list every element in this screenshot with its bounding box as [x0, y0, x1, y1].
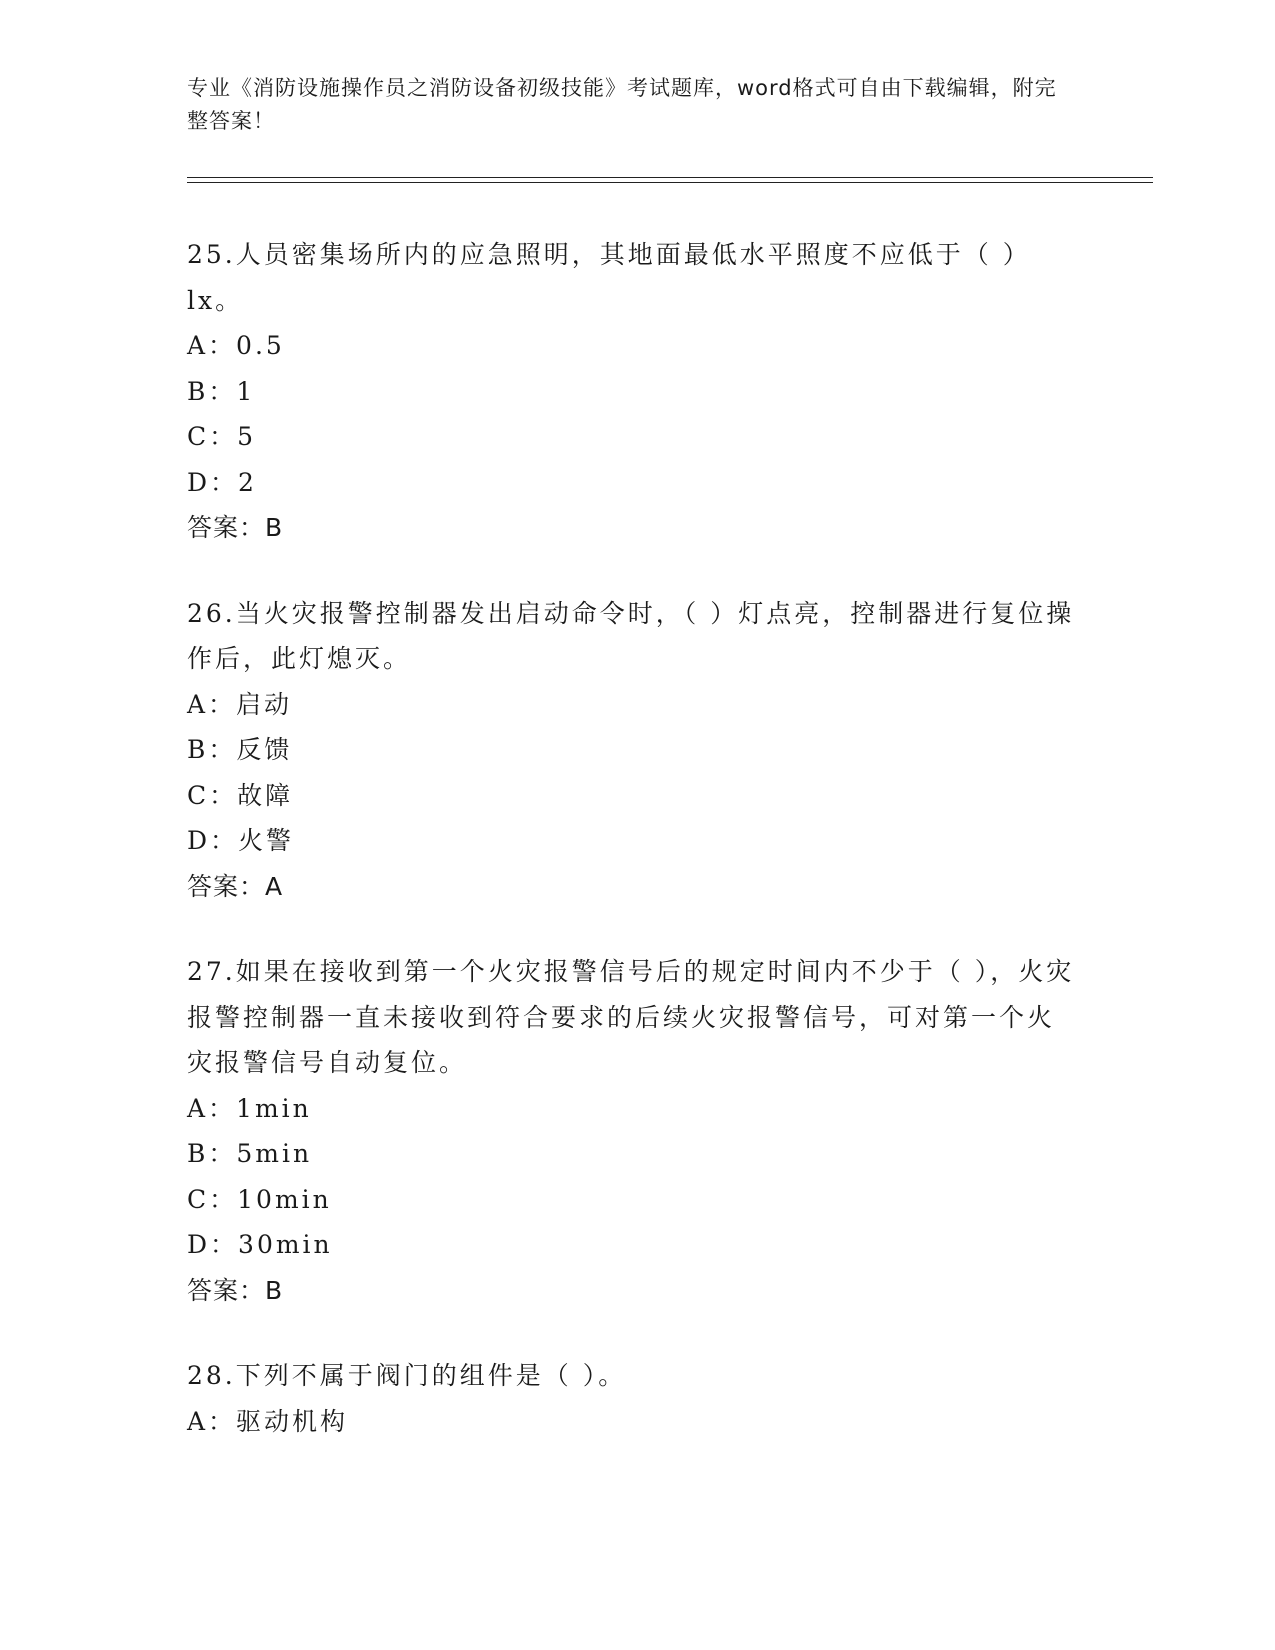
answer-label: 答案：B — [187, 1275, 284, 1305]
answer-label: 答案：B — [187, 513, 284, 542]
question-25 — [187, 232, 1077, 551]
option-a: A：启动 — [187, 689, 293, 719]
answer-label: 答案：A — [187, 871, 284, 901]
option-c: C：5 — [187, 422, 257, 451]
question-stem: 26.当火灾报警控制器发出启动命令时，（ ）灯点亮，控制器进行复位操作后，此灯熄灭。 — [187, 598, 1075, 673]
option-a: A：驱动机构 — [187, 1406, 349, 1436]
question-list — [187, 232, 1077, 1484]
option-b: B：1 — [187, 376, 256, 406]
question-stem: 25.人员密集场所内的应急照明，其地面最低水平照度不应低于（ ）lx。 — [187, 240, 1031, 315]
option-c: C：故障 — [187, 780, 294, 810]
question-27 — [187, 949, 1077, 1313]
header-divider-top — [187, 177, 1153, 178]
question-26 — [187, 591, 1077, 910]
option-a: A：0.5 — [187, 331, 285, 360]
option-a: A：1min — [187, 1093, 312, 1123]
question-stem: 27.如果在接收到第一个火灾报警信号后的规定时间内不少于（ ），火灾报警控制器一直未接收到符合要求的后续火灾报警信号，可对第一个火灾报警信号自动复位。 — [187, 957, 1075, 1077]
question-stem: 28.下列不属于阀门的组件是（ ）。 — [187, 1361, 627, 1390]
option-b: B：5min — [187, 1139, 313, 1168]
option-d: D：30min — [187, 1230, 333, 1259]
header-divider-bottom — [187, 182, 1153, 183]
option-b: B：反馈 — [187, 735, 293, 764]
document-header: 专业《消防设施操作员之消防设备初级技能》考试题库，word格式可自由下载编辑，附完整答案！ — [187, 76, 1057, 133]
option-c: C：10min — [187, 1184, 332, 1214]
option-d: D：2 — [187, 467, 257, 497]
question-28 — [187, 1353, 1077, 1444]
option-d: D：火警 — [187, 826, 295, 855]
